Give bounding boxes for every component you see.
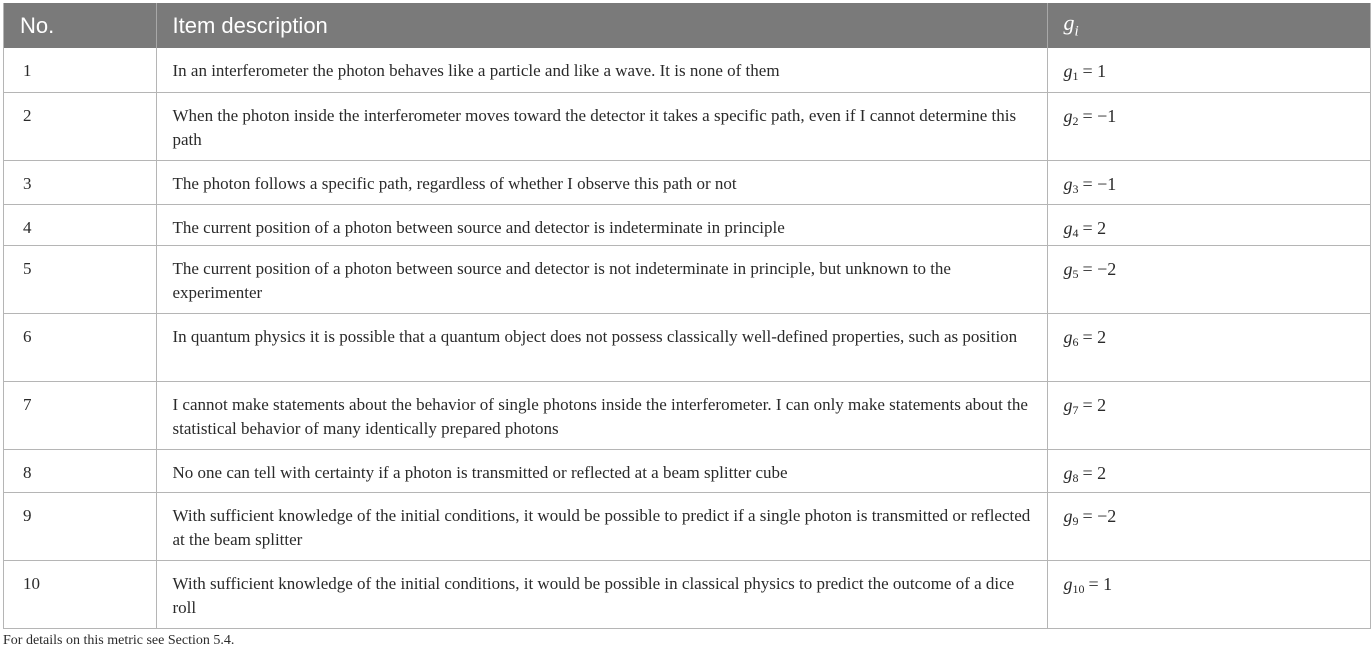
row-g-value [1047, 492, 1370, 560]
g-symbol: g [1063, 173, 1073, 194]
header-g-symbol: g [1063, 10, 1075, 36]
g-subscript: 3 [1072, 181, 1079, 196]
table-row [4, 313, 1370, 381]
row-description: In an interferometer the photon behaves like a particle and like a wave. It is none of them [156, 48, 1047, 92]
row-g-value [1047, 204, 1370, 245]
header-g-subscript: i [1074, 23, 1079, 40]
g-subscript: 8 [1072, 470, 1079, 485]
table-row [4, 492, 1370, 560]
table-row [4, 449, 1370, 492]
g-symbol: g [1063, 105, 1073, 126]
g-subscript: 4 [1072, 225, 1079, 240]
g-symbol: g [1063, 394, 1073, 415]
row-description: When the photon inside the interferometer moves toward the detector it takes a specific path, even if I cannot determine this path [156, 92, 1047, 160]
row-description: The current position of a photon between source and detector is not indeterminate in principle, but unknown to the experimenter [156, 245, 1047, 313]
row-number: 9 [4, 492, 156, 560]
row-description: The current position of a photon between source and detector is indeterminate in principle [156, 204, 1047, 245]
row-number: 5 [4, 245, 156, 313]
row-description: No one can tell with certainty if a photon is transmitted or reflected at a beam splitter cube [156, 449, 1047, 492]
row-number: 3 [4, 160, 156, 204]
row-number: 4 [4, 204, 156, 245]
row-description: I cannot make statements about the behavior of single photons inside the interferometer. I can only make statements about the statistical behavior of many identically prepared photons [156, 381, 1047, 449]
g-subscript: 2 [1072, 113, 1079, 128]
table-row [4, 92, 1370, 160]
row-description: The photon follows a specific path, regardless of whether I observe this path or not [156, 160, 1047, 204]
g-subscript: 6 [1072, 334, 1079, 349]
g-subscript: 5 [1072, 266, 1079, 281]
table-row [4, 560, 1370, 628]
g-symbol: g [1063, 258, 1073, 279]
g-value: = 2 [1082, 326, 1107, 347]
row-number: 10 [4, 560, 156, 628]
table-body [4, 48, 1370, 628]
table-row [4, 160, 1370, 204]
row-g-value [1047, 313, 1370, 381]
row-number: 2 [4, 92, 156, 160]
row-g-value [1047, 560, 1370, 628]
row-description: With sufficient knowledge of the initial conditions, it would be possible to predict if a single photon is transmitted or reflected at the beam splitter [156, 492, 1047, 560]
g-symbol: g [1063, 61, 1073, 81]
g-symbol: g [1063, 573, 1073, 594]
g-value: = 2 [1082, 462, 1107, 483]
row-g-value [1047, 381, 1370, 449]
header-description: Item description [156, 3, 1047, 48]
items-table [4, 3, 1370, 629]
g-symbol: g [1063, 326, 1073, 347]
g-subscript: 7 [1072, 402, 1079, 417]
g-value: = −1 [1082, 105, 1117, 126]
header-no: No. [4, 3, 156, 48]
row-number: 8 [4, 449, 156, 492]
row-g-value [1047, 449, 1370, 492]
g-value: = −1 [1082, 173, 1117, 194]
row-g-value [1047, 160, 1370, 204]
row-number: 7 [4, 381, 156, 449]
g-subscript: 10 [1072, 581, 1085, 596]
table-header-row [4, 3, 1370, 48]
header-g [1047, 3, 1370, 48]
table-row [4, 48, 1370, 92]
row-g-value [1047, 92, 1370, 160]
row-description: In quantum physics it is possible that a quantum object does not possess classically well-defined properties, such as position [156, 313, 1047, 381]
g-symbol: g [1063, 462, 1073, 483]
table-row [4, 204, 1370, 245]
g-symbol: g [1063, 217, 1073, 238]
g-value: = 2 [1082, 394, 1107, 415]
g-symbol: g [1063, 505, 1073, 526]
row-description: With sufficient knowledge of the initial conditions, it would be possible in classical physics to predict the outcome of a dice roll [156, 560, 1047, 628]
table-row [4, 381, 1370, 449]
g-subscript: 9 [1072, 513, 1079, 528]
table-row [4, 245, 1370, 313]
row-number: 1 [4, 48, 156, 92]
g-value: = 1 [1082, 61, 1107, 81]
table-footnote: For details on this metric see Section 5.4. [3, 633, 235, 648]
row-g-value [1047, 245, 1370, 313]
g-value: = 1 [1088, 573, 1113, 594]
row-number: 6 [4, 313, 156, 381]
row-g-value [1047, 48, 1370, 92]
table-container [3, 3, 1371, 629]
g-value: = 2 [1082, 217, 1107, 238]
g-value: = −2 [1082, 258, 1117, 279]
g-value: = −2 [1082, 505, 1117, 526]
g-subscript: 1 [1072, 69, 1079, 83]
